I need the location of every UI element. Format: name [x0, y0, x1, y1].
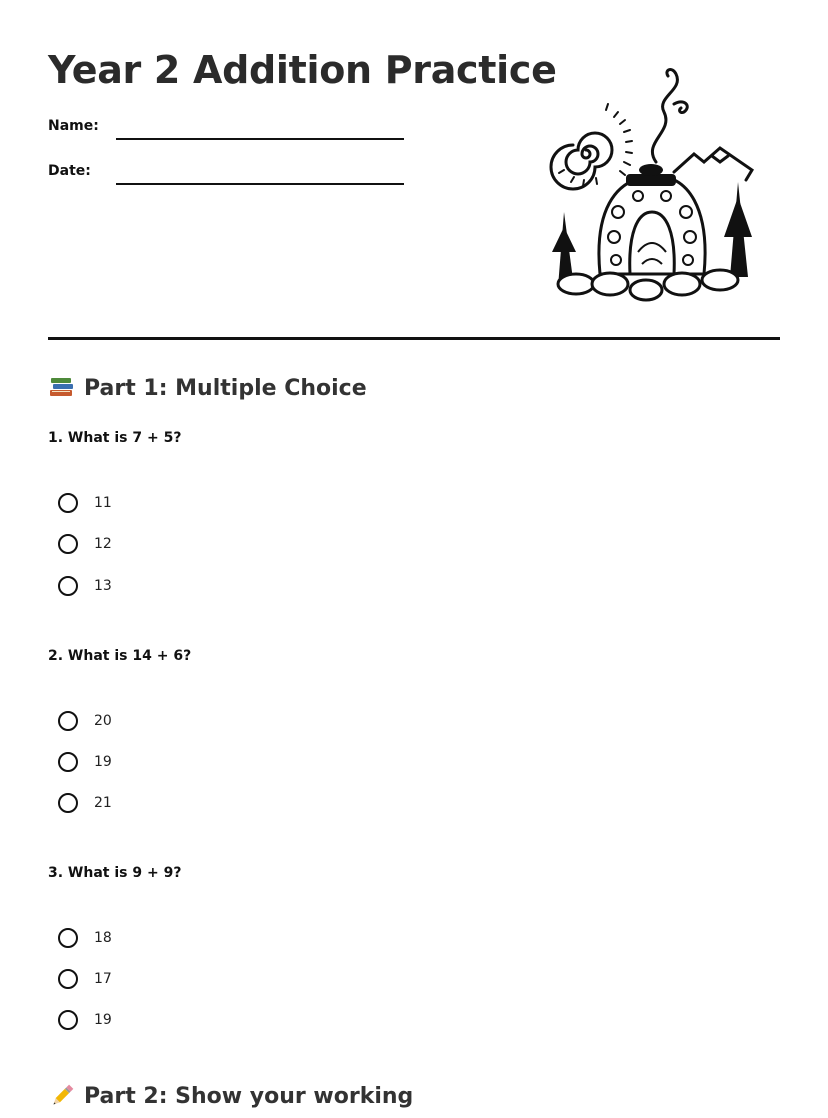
- books-icon: [48, 374, 76, 402]
- q1-option-2[interactable]: [58, 531, 112, 557]
- date-label: Date:: [48, 163, 91, 179]
- option-label: 17: [94, 971, 112, 987]
- radio-button[interactable]: [58, 711, 78, 731]
- part1-heading-text: Part 1: Multiple Choice: [84, 375, 367, 401]
- option-label: 13: [94, 578, 112, 594]
- radio-button[interactable]: [58, 1010, 78, 1030]
- date-field[interactable]: [48, 163, 408, 193]
- option-label: 21: [94, 795, 112, 811]
- part2-heading: [48, 1082, 413, 1110]
- q3-option-3[interactable]: [58, 1007, 112, 1033]
- clay-oven-icon: [534, 62, 764, 307]
- name-field[interactable]: [48, 118, 408, 148]
- option-label: 19: [94, 1012, 112, 1028]
- q2-option-1[interactable]: [58, 708, 112, 734]
- option-label: 20: [94, 713, 112, 729]
- q1-option-1[interactable]: [58, 490, 112, 516]
- q2-option-3[interactable]: [58, 790, 112, 816]
- radio-button[interactable]: [58, 576, 78, 596]
- part2-heading-text: Part 2: Show your working: [84, 1083, 414, 1109]
- option-label: 18: [94, 930, 112, 946]
- q2-option-2[interactable]: [58, 749, 112, 775]
- radio-button[interactable]: [58, 534, 78, 554]
- radio-button[interactable]: [58, 793, 78, 813]
- q3-option-2[interactable]: [58, 966, 112, 992]
- question-2: 2. What is 14 + 6?: [48, 648, 192, 664]
- pencil-icon: [48, 1082, 76, 1110]
- q3-option-1[interactable]: [58, 925, 112, 951]
- radio-button[interactable]: [58, 752, 78, 772]
- radio-button[interactable]: [58, 969, 78, 989]
- option-label: 11: [94, 495, 112, 511]
- name-line[interactable]: [116, 138, 404, 140]
- radio-button[interactable]: [58, 493, 78, 513]
- option-label: 19: [94, 754, 112, 770]
- option-label: 12: [94, 536, 112, 552]
- question-3: 3. What is 9 + 9?: [48, 865, 182, 881]
- q1-option-3[interactable]: [58, 573, 112, 599]
- radio-button[interactable]: [58, 928, 78, 948]
- question-1: 1. What is 7 + 5?: [48, 430, 182, 446]
- page-title: Year 2 Addition Practice: [48, 48, 557, 92]
- date-line[interactable]: [116, 183, 404, 185]
- part1-heading: [48, 374, 367, 402]
- name-label: Name:: [48, 118, 99, 134]
- section-divider: [48, 337, 780, 340]
